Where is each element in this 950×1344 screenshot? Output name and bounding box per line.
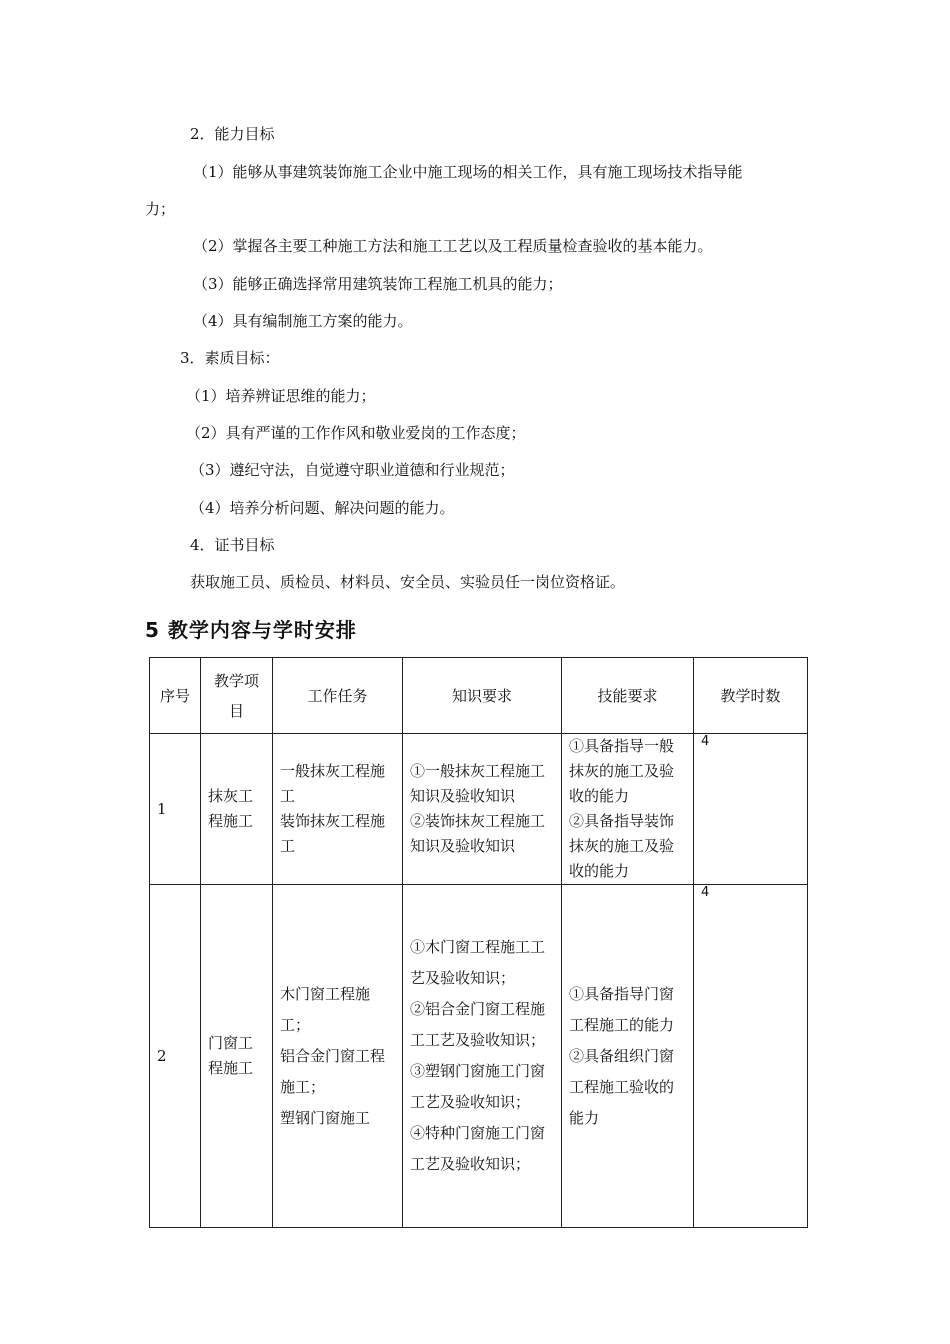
knowledge-item: ③塑钢门窗施工门窗工艺及验收知识； xyxy=(410,1062,546,1111)
task-item: 塑钢门窗施工 xyxy=(280,1108,371,1127)
knowledge-item: ②铝合金门窗工程施工工艺及验收知识； xyxy=(410,1000,546,1049)
quality-item-4: （4）培养分析问题、解决问题的能力。 xyxy=(190,499,455,517)
ability-goal-title: 2．能力目标 xyxy=(190,125,275,143)
table-row xyxy=(150,885,808,1228)
row-skills xyxy=(562,885,694,1228)
row-no: 2 xyxy=(150,885,201,1228)
knowledge-item: ①一般抹灰工程施工知识及验收知识 xyxy=(410,762,546,805)
section-heading: 5 教学内容与学时安排 xyxy=(145,618,357,642)
ability-item-3: （3）能够正确选择常用建筑装饰工程施工机具的能力； xyxy=(193,275,563,293)
row-hours: 4 xyxy=(694,885,808,1228)
quality-item-3: （3）遵纪守法，自觉遵守职业道德和行业规范； xyxy=(190,461,515,479)
header-no: 序号 xyxy=(150,658,201,734)
ability-item-4: （4）具有编制施工方案的能力。 xyxy=(193,312,413,330)
ability-item-1: （1）能够从事建筑装饰施工企业中施工现场的相关工作，具有施工现场技术指导能 xyxy=(193,163,743,181)
certificate-goal-text: 获取施工员、质检员、材料员、安全员、实验员任一岗位资格证。 xyxy=(190,573,626,591)
ability-item-2: （2）掌握各主要工种施工方法和施工工艺以及工程质量检查验收的基本能力。 xyxy=(193,237,713,255)
quality-goal-title: 3．素质目标： xyxy=(180,349,280,367)
skill-item: ①具备指导一般抹灰的施工及验收的能力 xyxy=(569,737,675,805)
row-no: 1 xyxy=(150,734,201,885)
header-knowledge: 知识要求 xyxy=(403,658,562,734)
knowledge-item: ②装饰抹灰工程施工知识及验收知识 xyxy=(410,812,546,855)
row-tasks xyxy=(273,885,403,1228)
certificate-goal-title: 4．证书目标 xyxy=(190,536,275,554)
table-header-row xyxy=(150,658,808,734)
task-item: 木门窗工程施工； xyxy=(280,984,371,1034)
task-item: 装饰抹灰工程施工 xyxy=(280,812,386,855)
course-content-table xyxy=(149,657,808,1228)
quality-item-2: （2）具有严谨的工作作风和敬业爱岗的工作态度； xyxy=(186,424,526,442)
row-project: 抹灰工程施工 xyxy=(201,734,273,885)
row-skills xyxy=(562,734,694,885)
row-knowledge xyxy=(403,885,562,1228)
ability-item-1-continued: 力； xyxy=(145,200,176,218)
quality-item-1: （1）培养辨证思维的能力； xyxy=(186,387,376,405)
task-item: 铝合金门窗工程施工； xyxy=(280,1046,386,1096)
skill-item: ②具备指导装饰抹灰的施工及验收的能力 xyxy=(569,812,675,880)
header-project: 教学项目 xyxy=(201,658,273,734)
table-row xyxy=(150,734,808,885)
row-hours: 4 xyxy=(694,734,808,885)
header-tasks: 工作任务 xyxy=(273,658,403,734)
row-knowledge xyxy=(403,734,562,885)
knowledge-item: ①木门窗工程施工工艺及验收知识； xyxy=(410,938,546,987)
header-hours: 教学时数 xyxy=(694,658,808,734)
row-tasks xyxy=(273,734,403,885)
header-skills: 技能要求 xyxy=(562,658,694,734)
knowledge-item: ④特种门窗施工门窗工艺及验收知识； xyxy=(410,1124,546,1173)
task-item: 一般抹灰工程施工 xyxy=(280,762,386,805)
row-project: 门窗工程施工 xyxy=(201,885,273,1228)
skill-item: ①具备指导门窗工程施工的能力 xyxy=(569,984,675,1034)
skill-item: ②具备组织门窗工程施工验收的能力 xyxy=(569,1046,675,1127)
